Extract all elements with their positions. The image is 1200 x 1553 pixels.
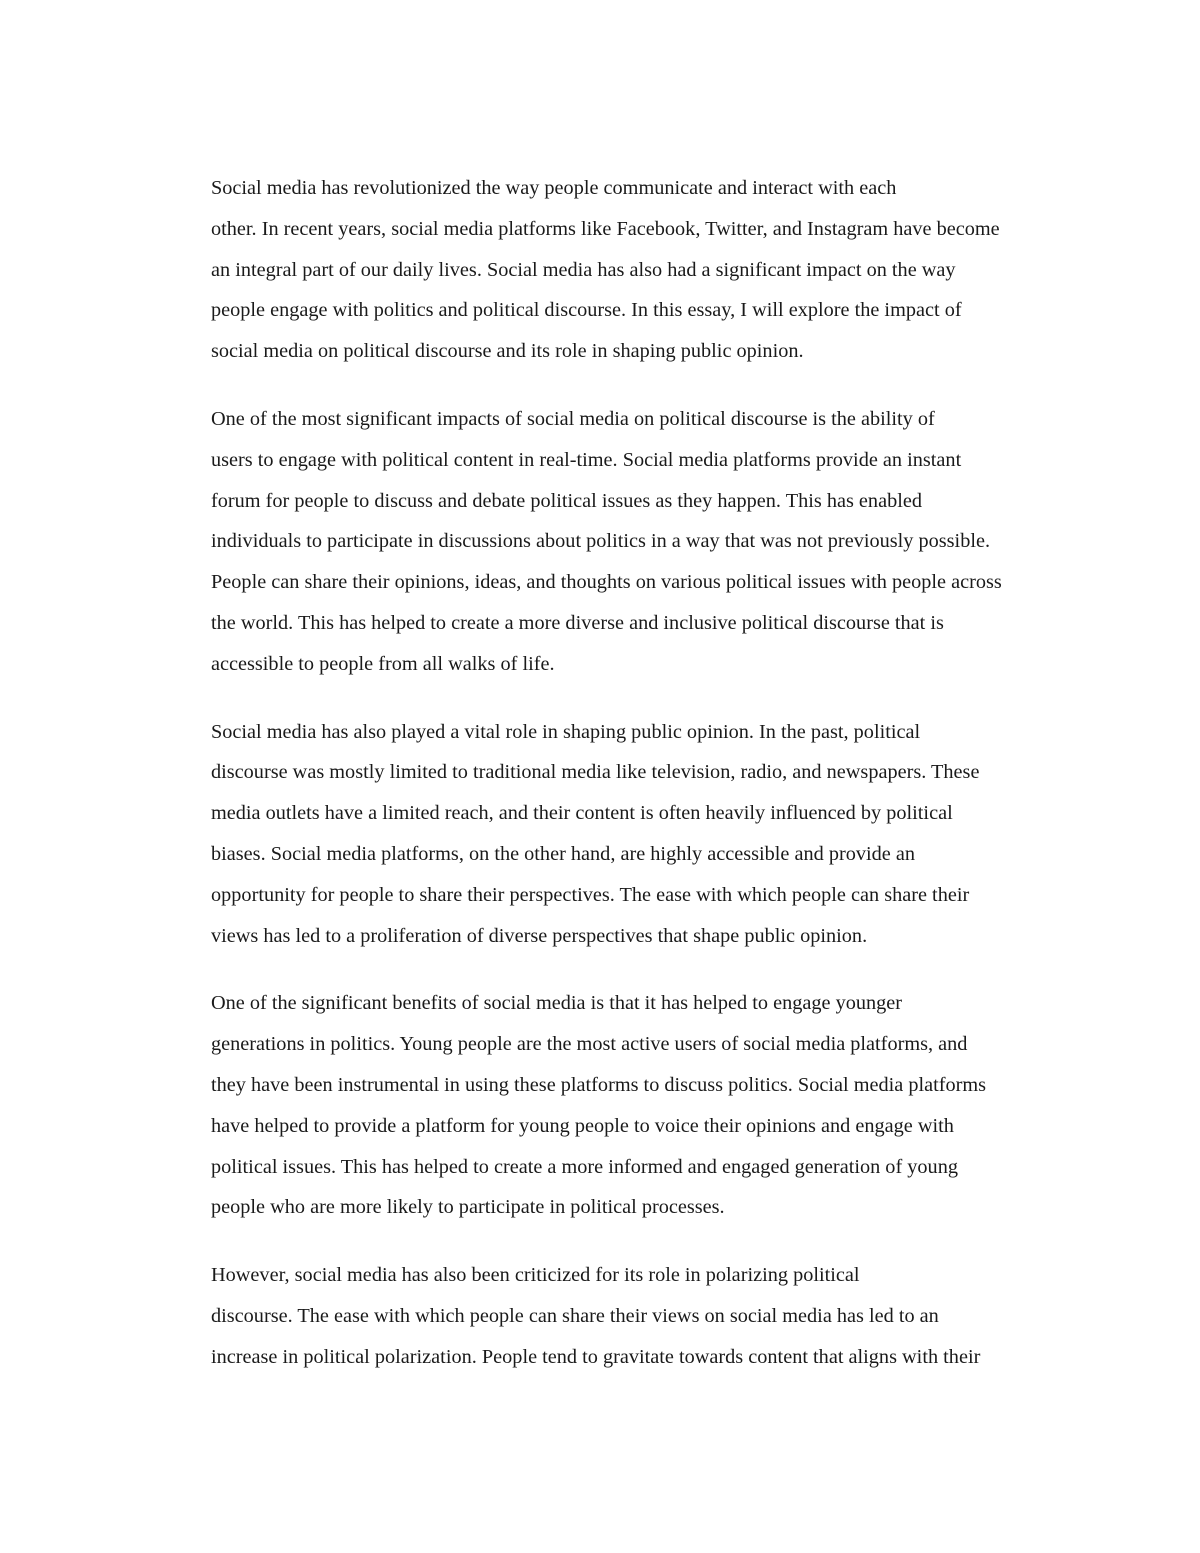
text-line: generations in politics. Young people are the most active users of social media platforms, and <box>211 1033 968 1056</box>
text-line: accessible to people from all walks of life. <box>211 652 555 675</box>
text-line: increase in political polarization. People tend to gravitate towards content that aligns with their <box>211 1345 981 1368</box>
essay-body <box>141 168 1061 1405</box>
text-line: people engage with politics and political discourse. In this essay, I will explore the impact of <box>211 299 962 322</box>
text-line: individuals to participate in discussions about politics in a way that was not previously possible. <box>211 530 991 553</box>
text-line: other. In recent years, social media platforms like Facebook, Twitter, and Instagram have become <box>211 217 1000 240</box>
paragraph-2 <box>141 399 1061 685</box>
text-line: political issues. This has helped to create a more informed and engaged generation of young <box>211 1155 958 1178</box>
text-line: discourse was mostly limited to traditional media like television, radio, and newspapers. These <box>211 761 980 784</box>
text-line: One of the significant benefits of social media is that it has helped to engage younger <box>211 992 903 1015</box>
text-line: Social media has also played a vital role in shaping public opinion. In the past, political <box>211 720 921 743</box>
text-line: Social media has revolutionized the way people communicate and interact with each <box>211 177 897 199</box>
text-line: people who are more likely to participate in political processes. <box>211 1196 725 1219</box>
text-line: they have been instrumental in using these platforms to discuss politics. Social media platforms <box>211 1073 987 1096</box>
text-line: an integral part of our daily lives. Social media has also had a significant impact on the way <box>211 258 956 281</box>
paragraph-4 <box>141 983 1061 1228</box>
paragraph-1 <box>141 168 1061 372</box>
text-line: users to engage with political content in real-time. Social media platforms provide an instant <box>211 448 962 471</box>
text-line: People can share their opinions, ideas, and thoughts on various political issues with people across <box>211 571 1002 594</box>
paragraph-5 <box>141 1255 1061 1377</box>
paragraph-3 <box>141 712 1061 957</box>
text-line: the world. This has helped to create a more diverse and inclusive political discourse that is <box>211 611 944 634</box>
text-line: biases. Social media platforms, on the other hand, are highly accessible and provide an <box>211 842 915 865</box>
text-line: media outlets have a limited reach, and their content is often heavily influenced by political <box>211 802 953 825</box>
text-line: social media on political discourse and its role in shaping public opinion. <box>211 340 804 363</box>
text-line: One of the most significant impacts of social media on political discourse is the ability of <box>211 407 935 430</box>
text-line: have helped to provide a platform for young people to voice their opinions and engage with <box>211 1114 954 1137</box>
text-line: forum for people to discuss and debate political issues as they happen. This has enabled <box>211 489 922 512</box>
text-line: discourse. The ease with which people can share their views on social media has led to an <box>211 1304 939 1327</box>
text-line: However, social media has also been criticized for its role in polarizing political <box>211 1264 860 1287</box>
text-line: opportunity for people to share their perspectives. The ease with which people can share their <box>211 883 970 906</box>
text-line: views has led to a proliferation of diverse perspectives that shape public opinion. <box>211 924 868 947</box>
